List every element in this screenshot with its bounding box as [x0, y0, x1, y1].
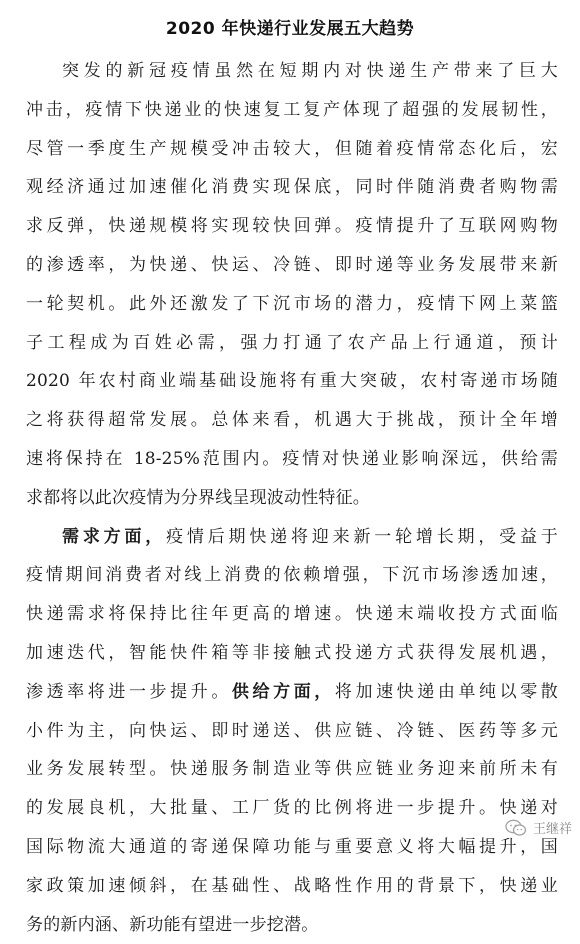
paragraph-line: 业务发展转型。快递服务制造业等供应链业务迎来前所未有	[26, 759, 558, 780]
demand-heading: 需求方面，	[62, 526, 167, 547]
article-title: 2020 年快递行业发展五大趋势	[165, 19, 415, 39]
supply-heading: 供给方面，	[231, 681, 335, 702]
wechat-icon	[505, 819, 527, 837]
paragraph-line: 一轮契机。此外还激发了下沉市场的潜力，疫情下网上菜篮	[26, 293, 558, 314]
paragraph-line: 家政策加速倾斜，在基础性、战略性作用的背景下，快递业	[26, 875, 558, 896]
watermark-text: 王继祥	[532, 822, 572, 837]
paragraph-line: 加速迭代，智能快件箱等非接触式投递方式获得发展机遇，	[26, 642, 558, 663]
watermark	[505, 818, 572, 837]
paragraph-line: 求反弹，快递规模将实现较快回弹。疫情提升了互联网购物	[26, 216, 558, 237]
paragraph-text: 将加速快递由单纯以零散	[334, 681, 559, 702]
paragraph-line: 2020 年农村商业端基础设施将有重大突破，农村寄递市场随	[26, 371, 558, 392]
paragraph-line: 国际物流大通道的寄递保障功能与重要意义将大幅提升，国	[26, 836, 558, 857]
paragraph-line: 速将保持在 18-25%范围内。疫情对快递业影响深远，供给需	[26, 448, 558, 469]
paragraph-line: 的发展良机，大批量、工厂货的比例将进一步提升。快递对	[26, 798, 558, 819]
paragraph-line: 之将获得超常发展。总体来看，机遇大于挑战，预计全年增	[26, 410, 558, 431]
paragraph-line	[26, 673, 558, 712]
paragraph-line: 观经济通过加速催化消费实现保底，同时伴随消费者购物需	[26, 177, 558, 198]
paragraph-line: 的渗透率，为快递、快运、冷链、即时递等业务发展带来新	[26, 254, 558, 275]
paragraph-line: 快递需求将保持比往年更高的增速。快递末端收投方式面临	[26, 604, 558, 625]
paragraph-line: 务的新内涵、新功能有望进一步挖潜。	[26, 914, 319, 935]
paragraph-text: 渗透率将进一步提升。	[26, 681, 232, 702]
paragraph-text: 疫情后期快递将迎来新一轮增长期，受益于	[166, 526, 558, 547]
article-body	[26, 52, 558, 944]
paragraph-line	[26, 518, 558, 557]
paragraph-line: 冲击，疫情下快递业的快速复工复产体现了超强的发展韧性，	[26, 99, 558, 120]
paragraph-line: 尽管一季度生产规模受冲击较大，但随着疫情常态化后，宏	[26, 138, 558, 159]
paragraph-line: 疫情期间消费者对线上消费的依赖增强，下沉市场渗透加速，	[26, 565, 558, 586]
paragraph-line: 求都将以此次疫情为分界线呈现波动性特征。	[26, 487, 370, 508]
paragraph-line: 小件为主，向快运、即时递送、供应链、冷链、医药等多元	[26, 720, 558, 741]
paragraph-line: 子工程成为百姓必需，强力打通了农产品上行通道，预计	[26, 332, 558, 353]
paragraph-line: 突发的新冠疫情虽然在短期内对快递生产带来了巨大	[62, 61, 558, 81]
